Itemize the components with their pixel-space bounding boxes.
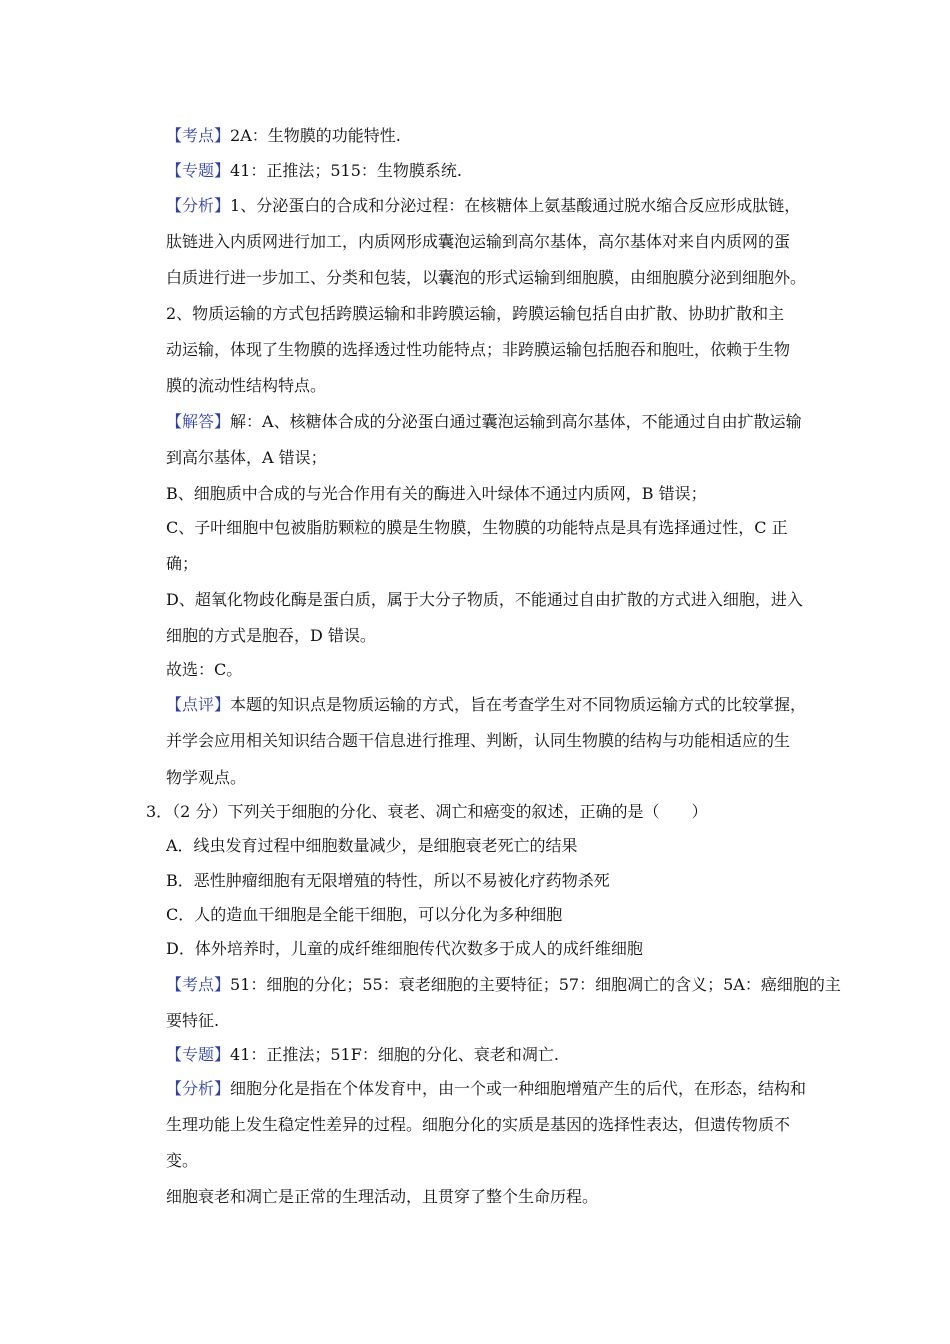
fenxi-tag: 【分析】 — [166, 1079, 231, 1098]
q3-fenxi-line-1: 生理功能上发生稳定性差异的过程。细胞分化的实质是基因的选择性表达，但遗传物质不 — [166, 1115, 791, 1134]
zhuanti-text: 41：正推法；515：生物膜系统. — [230, 161, 463, 180]
q3-option-a: A．线虫发育过程中细胞数量减少，是细胞衰老死亡的结果 — [166, 836, 578, 855]
q2-fenxi-line-2: 白质进行进一步加工、分类和包装，以囊泡的形式运输到细胞膜，由细胞膜分泌到细胞外。 — [166, 268, 807, 287]
q2-fenxi-line-3: 2、物质运输的方式包括跨膜运输和非跨膜运输，跨膜运输包括自由扩散、协助扩散和主 — [166, 304, 785, 323]
zhuanti-tag: 【专题】 — [166, 1045, 231, 1064]
q3-option-c: C．人的造血干细胞是全能干细胞，可以分化为多种细胞 — [166, 905, 563, 924]
kaodian-text: 51：细胞的分化；55：衰老细胞的主要特征；57：细胞凋亡的含义；5A：癌细胞的主 — [230, 975, 841, 994]
q3-fenxi-line-2: 变。 — [166, 1151, 199, 1170]
q2-dianping-line-1: 并学会应用相关知识结合题干信息进行推理、判断，认同生物膜的结构与功能相适应的生 — [166, 731, 791, 750]
fenxi-tag: 【分析】 — [166, 196, 231, 215]
q2-jieda-line-5: D、超氧化物歧化酶是蛋白质，属于大分子物质，不能通过自由扩散的方式进入细胞，进入 — [166, 590, 803, 609]
jieda-text: 解：A、核糖体合成的分泌蛋白通过囊泡运输到高尔基体，不能通过自由扩散运输 — [230, 412, 802, 431]
kaodian-tag: 【考点】 — [166, 126, 231, 145]
q2-fenxi-line-4: 动运输，体现了生物膜的选择透过性功能特点；非跨膜运输包括胞吞和胞吐，依赖于生物 — [166, 340, 791, 359]
q3-kaodian-line-1: 要特征. — [166, 1011, 220, 1030]
jieda-tag: 【解答】 — [166, 412, 231, 431]
dianping-tag: 【点评】 — [166, 695, 231, 714]
q3-kaodian-line-0 — [166, 974, 841, 996]
q2-fenxi-line-1: 肽链进入内质网进行加工，内质网形成囊泡运输到高尔基体，高尔基体对来自内质网的蛋 — [166, 232, 791, 251]
zhuanti-tag: 【专题】 — [166, 161, 231, 180]
q2-jieda-line-4: 确； — [166, 554, 199, 573]
fenxi-text: 细胞分化是指在个体发育中，由一个或一种细胞增殖产生的后代，在形态，结构和 — [230, 1079, 807, 1098]
q2-zhuanti — [166, 160, 462, 182]
q3-fenxi-line-0 — [166, 1078, 806, 1100]
fenxi-text: 1、分泌蛋白的合成和分泌过程：在核糖体上氨基酸通过脱水缩合反应形成肽链， — [230, 196, 801, 215]
q2-jieda-line-1: 到高尔基体，A 错误； — [166, 448, 327, 467]
q3-option-d: D．体外培养时，儿童的成纤维细胞传代次数多于成人的成纤维细胞 — [166, 939, 643, 958]
q2-jieda-line-7: 故选：C。 — [166, 660, 243, 679]
dianping-text: 本题的知识点是物质运输的方式，旨在考查学生对不同物质运输方式的比较掌握， — [230, 695, 807, 714]
q2-jieda-line-2: B、细胞质中合成的与光合作用有关的酶进入叶绿体不通过内质网，B 错误； — [166, 484, 707, 503]
zhuanti-text: 41：正推法；51F：细胞的分化、衰老和凋亡. — [230, 1045, 559, 1064]
q2-fenxi-line-0 — [166, 195, 800, 217]
q2-dianping-line-2: 物学观点。 — [166, 768, 247, 787]
q3-option-b: B．恶性肿瘤细胞有无限增殖的特性，所以不易被化疗药物杀死 — [166, 871, 610, 890]
q3-zhuanti — [166, 1044, 559, 1066]
q3-stem: 3．（2 分）下列关于细胞的分化、衰老、凋亡和癌变的叙述，正确的是（ ） — [146, 802, 708, 821]
q2-kaodian — [166, 125, 401, 147]
q2-fenxi-line-5: 膜的流动性结构特点。 — [166, 376, 327, 395]
kaodian-text: 2A：生物膜的功能特性. — [230, 126, 401, 145]
kaodian-tag: 【考点】 — [166, 975, 231, 994]
q2-dianping-line-0 — [166, 694, 806, 716]
q2-jieda-line-3: C、子叶细胞中包被脂肪颗粒的膜是生物膜，生物膜的功能特点是具有选择通过性，C 正 — [166, 518, 788, 537]
q2-jieda-line-0 — [166, 411, 802, 433]
q2-jieda-line-6: 细胞的方式是胞吞，D 错误。 — [166, 626, 376, 645]
q3-fenxi-line-3: 细胞衰老和凋亡是正常的生理活动，且贯穿了整个生命历程。 — [166, 1187, 599, 1206]
